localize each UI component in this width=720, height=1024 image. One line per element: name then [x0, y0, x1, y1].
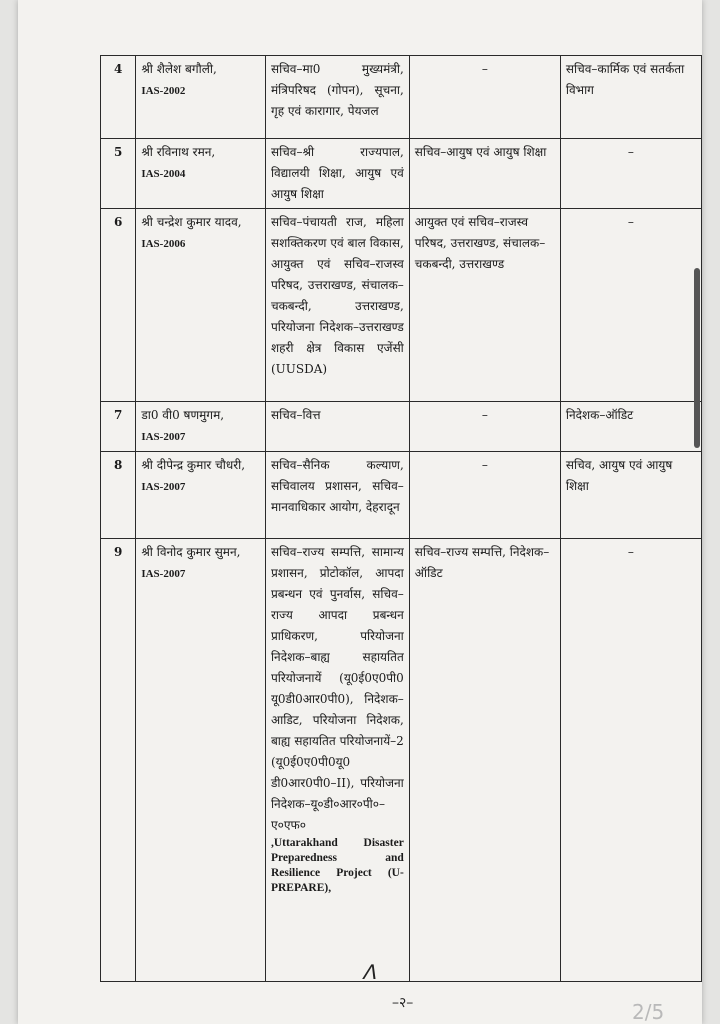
officer-name: डा0 वी0 षणमुगम, [141, 408, 225, 422]
officer-name-cell [136, 56, 266, 139]
new-posting: – [560, 209, 701, 402]
table-row [101, 139, 702, 209]
serial-number: 9 [101, 539, 136, 982]
table-row [101, 56, 702, 139]
officer-postings-table [100, 55, 702, 982]
new-posting: – [560, 139, 701, 209]
current-posting: सचिव–श्री राज्यपाल, विद्यालयी शिक्षा, आयुष एवं आयुष शिक्षा [265, 139, 409, 209]
officer-name: श्री शैलेश बगौली, [141, 62, 217, 76]
ias-batch: IAS-2006 [141, 238, 186, 250]
ias-batch: IAS-2007 [141, 431, 186, 443]
new-posting: सचिव–कार्मिक एवं सतर्कता विभाग [560, 56, 701, 139]
officer-name: श्री विनोद कुमार सुमन, [141, 545, 241, 559]
new-posting: सचिव, आयुष एवं आयुष शिक्षा [560, 452, 701, 539]
table-row [101, 209, 702, 402]
serial-number: 6 [101, 209, 136, 402]
ias-batch: IAS-2007 [141, 481, 186, 493]
officer-name-cell [136, 402, 266, 452]
initials-signature: ᐱ [362, 960, 376, 984]
relieved-posting: – [409, 452, 560, 539]
new-posting: – [560, 539, 701, 982]
officer-name: श्री दीपेन्द्र कुमार चौधरी, [141, 458, 246, 472]
officer-name-cell [136, 209, 266, 402]
current-posting: सचिव–मा0 मुख्यमंत्री, मंत्रिपरिषद (गोपन), सूचना, गृह एवं कारागार, पेयजल [265, 56, 409, 139]
document-page [18, 0, 702, 1024]
officer-name-cell [136, 452, 266, 539]
serial-number: 8 [101, 452, 136, 539]
serial-number: 7 [101, 402, 136, 452]
serial-number: 5 [101, 139, 136, 209]
page-counter: 2/5 [632, 1000, 665, 1024]
ias-batch: IAS-2007 [141, 568, 186, 580]
current-posting-cell [265, 539, 409, 982]
table-row [101, 539, 702, 982]
relieved-posting: – [409, 56, 560, 139]
relieved-posting: सचिव–राज्य सम्पत्ति, निदेशक–ऑडिट [409, 539, 560, 982]
current-posting: सचिव–राज्य सम्पत्ति, सामान्य प्रशासन, प्रोटोकॉल, आपदा प्रबन्धन एवं पुनर्वास, सचिव–राज्य आपदा प्रबन्धन प्राधिकरण, परियोजना निदेशक–बाह्य सहायतित परियोजनायें (यू0ई0ए0पी0 यू0डी0आर0पी0), निदेशक–आडिट, परियोजना निदेशक, बाह्य सहायतित परियोजनायें–2 (यू0ई0ए0पी0यू0 डी0आर0पी0–II), परियोजना निदेशक–यू०डी०आर०पी०–ए०एफ० [270, 545, 404, 832]
current-posting-english: ,Uttarakhand Disaster Preparedness and Resilience Project (U-PREPARE), [270, 837, 404, 894]
serial-number: 4 [101, 56, 136, 139]
officer-name-cell [136, 139, 266, 209]
relieved-posting: आयुक्त एवं सचिव–राजस्व परिषद, उत्तराखण्ड, संचालक–चकबन्दी, उत्तराखण्ड [409, 209, 560, 402]
relieved-posting: सचिव–आयुष एवं आयुष शिक्षा [409, 139, 560, 209]
current-posting: सचिव–पंचायती राज, महिला सशक्तिकरण एवं बाल विकास, आयुक्त एवं सचिव–राजस्व परिषद, उत्तराखण्ड, संचालक–चकबन्दी, उत्तराखण्ड, परियोजना निदेशक–उत्तराखण्ड शहरी क्षेत्र विकास एजेंसी (UUSDA) [265, 209, 409, 402]
scrollbar-thumb[interactable] [694, 268, 700, 448]
current-posting: सचिव–सैनिक कल्याण, सचिवालय प्रशासन, सचिव–मानवाधिकार आयोग, देहरादून [265, 452, 409, 539]
ias-batch: IAS-2004 [141, 168, 186, 180]
page-number: –२– [392, 995, 414, 1011]
ias-batch: IAS-2002 [141, 85, 186, 97]
officer-name-cell [136, 539, 266, 982]
table-row [101, 402, 702, 452]
officer-name: श्री रविनाथ रमन, [141, 145, 216, 159]
table-row [101, 452, 702, 539]
relieved-posting: – [409, 402, 560, 452]
new-posting: निदेशक–ऑडिट [560, 402, 701, 452]
current-posting: सचिव–वित्त [265, 402, 409, 452]
officer-name: श्री चन्द्रेश कुमार यादव, [141, 215, 242, 229]
